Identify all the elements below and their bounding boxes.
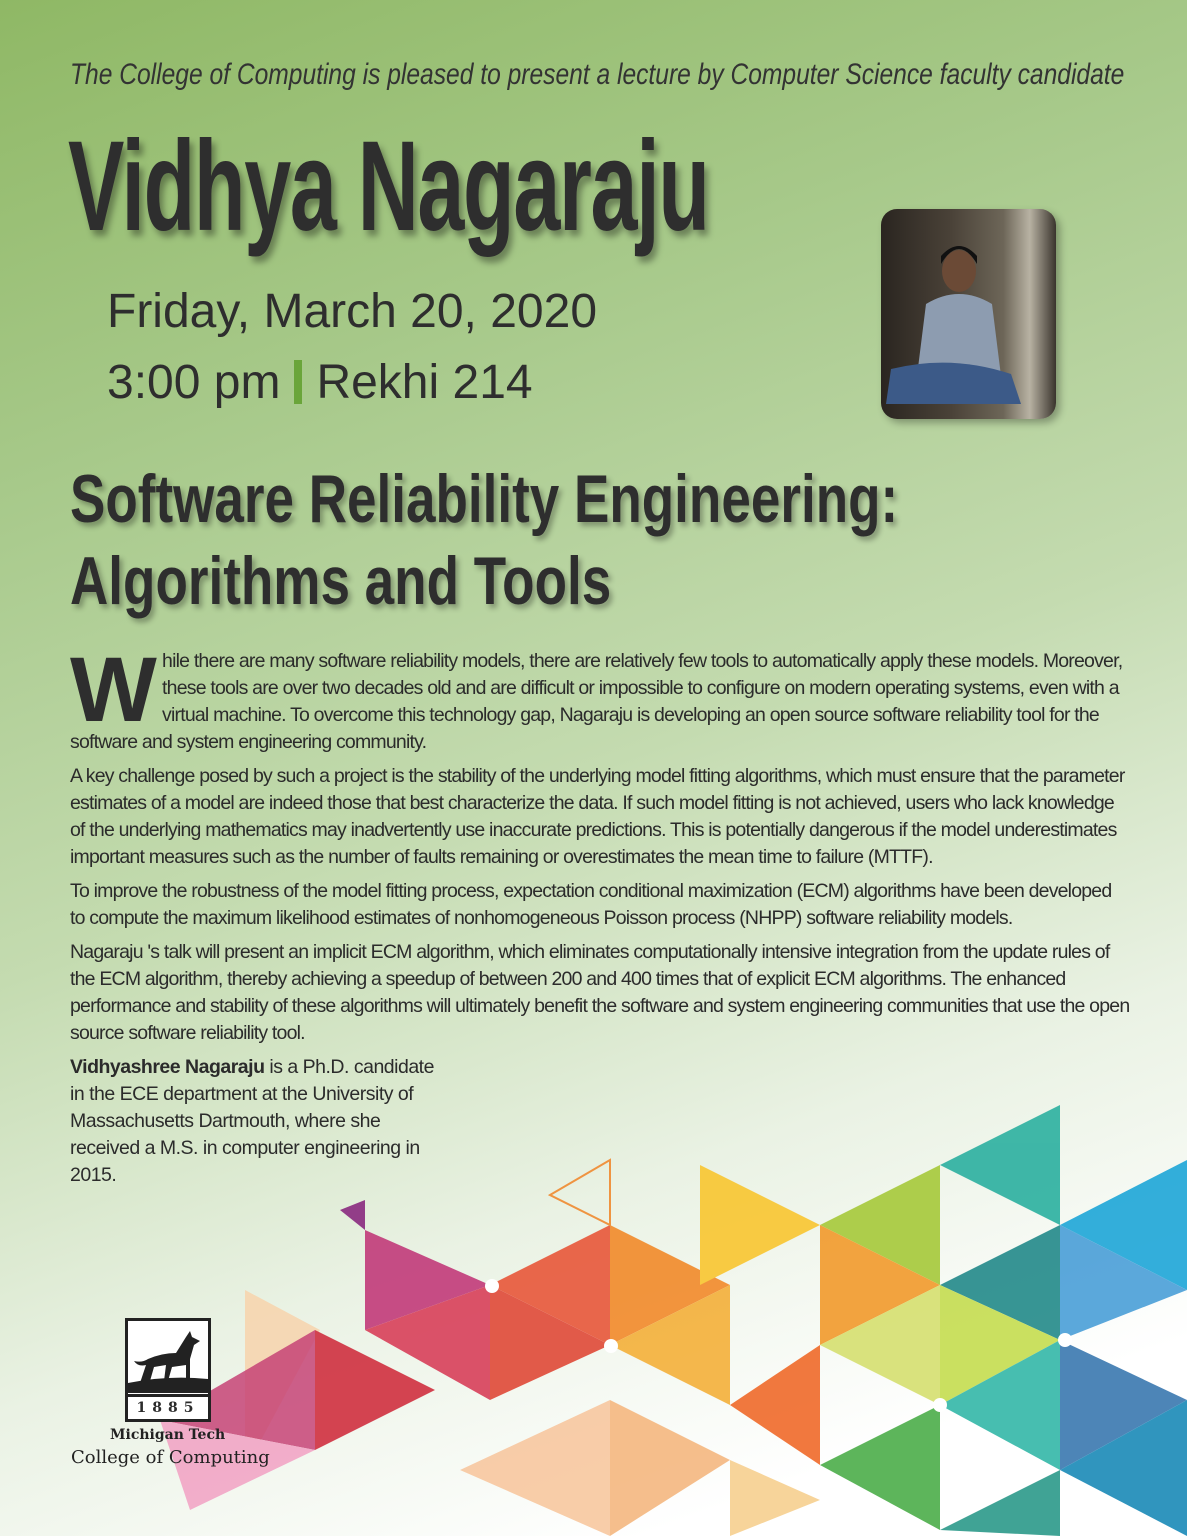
event-time: 3:00 pm	[107, 356, 281, 409]
drop-cap: W	[70, 639, 157, 741]
event-date: Friday, March 20, 2020	[107, 285, 598, 338]
lecture-title-line2: Algorithms and Tools	[70, 543, 612, 619]
husky-icon	[128, 1321, 208, 1393]
lecture-title-line1: Software Reliability Engineering:	[70, 461, 899, 537]
lecture-title	[70, 458, 898, 622]
abstract	[70, 639, 1130, 1047]
speaker-bio	[70, 1054, 450, 1189]
event-time-location	[107, 355, 533, 410]
event-location: Rekhi 214	[316, 356, 533, 409]
speaker-photo	[881, 209, 1056, 419]
logo-year: 1885	[128, 1394, 208, 1419]
speaker-name: Vidhya Nagaraju	[68, 115, 709, 258]
bio-text: is a Ph.D. candidate in the ECE department at the University of Massachusetts Dartmouth, where she received a M.S. in computer engineering in 2015.	[70, 1056, 434, 1186]
person-silhouette-icon	[881, 209, 1056, 419]
abstract-paragraph-2: A key challenge posed by such a project is the stability of the underlying model fitting algorithms, which must ensure that the parameter estimates of a model are indeed those that best characterize the data. If such model fitting is not achieved, users who lack knowledge of the underlying mathematics may inadvertently use inaccurate predictions. This is potentially dangerous if the model underestimates important measures such as the number of faults remaining or overestimates the mean time to failure (MTTF).	[70, 765, 1125, 868]
logo-university: Michigan Tech	[110, 1427, 226, 1443]
abstract-paragraph-1	[70, 639, 1130, 756]
intro-line: The College of Computing is pleased to present a lecture by Computer Science faculty candidate	[70, 58, 1125, 91]
logo-college: College of Computing	[71, 1447, 270, 1468]
abstract-paragraph-3: To improve the robustness of the model fitting process, expectation conditional maximization (ECM) algorithms have been developed to compute the maximum likelihood estimates of nonhomogeneous Poisson process (NHPP) software reliability models.	[70, 880, 1112, 929]
text-flow	[70, 639, 1130, 1189]
abstract-text-1: hile there are many software reliability models, there are relatively few tools to automatically apply these models. Moreover, these tools are over two decades old and are difficult or impossible to configure on modern operating systems, even with a virtual machine. To overcome this technology gap, Nagaraju is developing an open source software reliability tool for the software and system engineering community.	[70, 650, 1123, 753]
abstract-paragraph-4: Nagaraju 's talk will present an implicit ECM algorithm, which eliminates computationally intensive integration from the update rules of the ECM algorithm, thereby achieving a speedup of between 200 and 400 times that of explicit ECM algorithms. The enhanced performance and stability of these algorithms will ultimately benefit the software and system engineering communities that use the open source software reliability tool.	[70, 941, 1130, 1044]
michigan-tech-logo	[125, 1318, 211, 1422]
divider-bar	[294, 360, 302, 404]
bio-name: Vidhyashree Nagaraju	[70, 1056, 265, 1078]
